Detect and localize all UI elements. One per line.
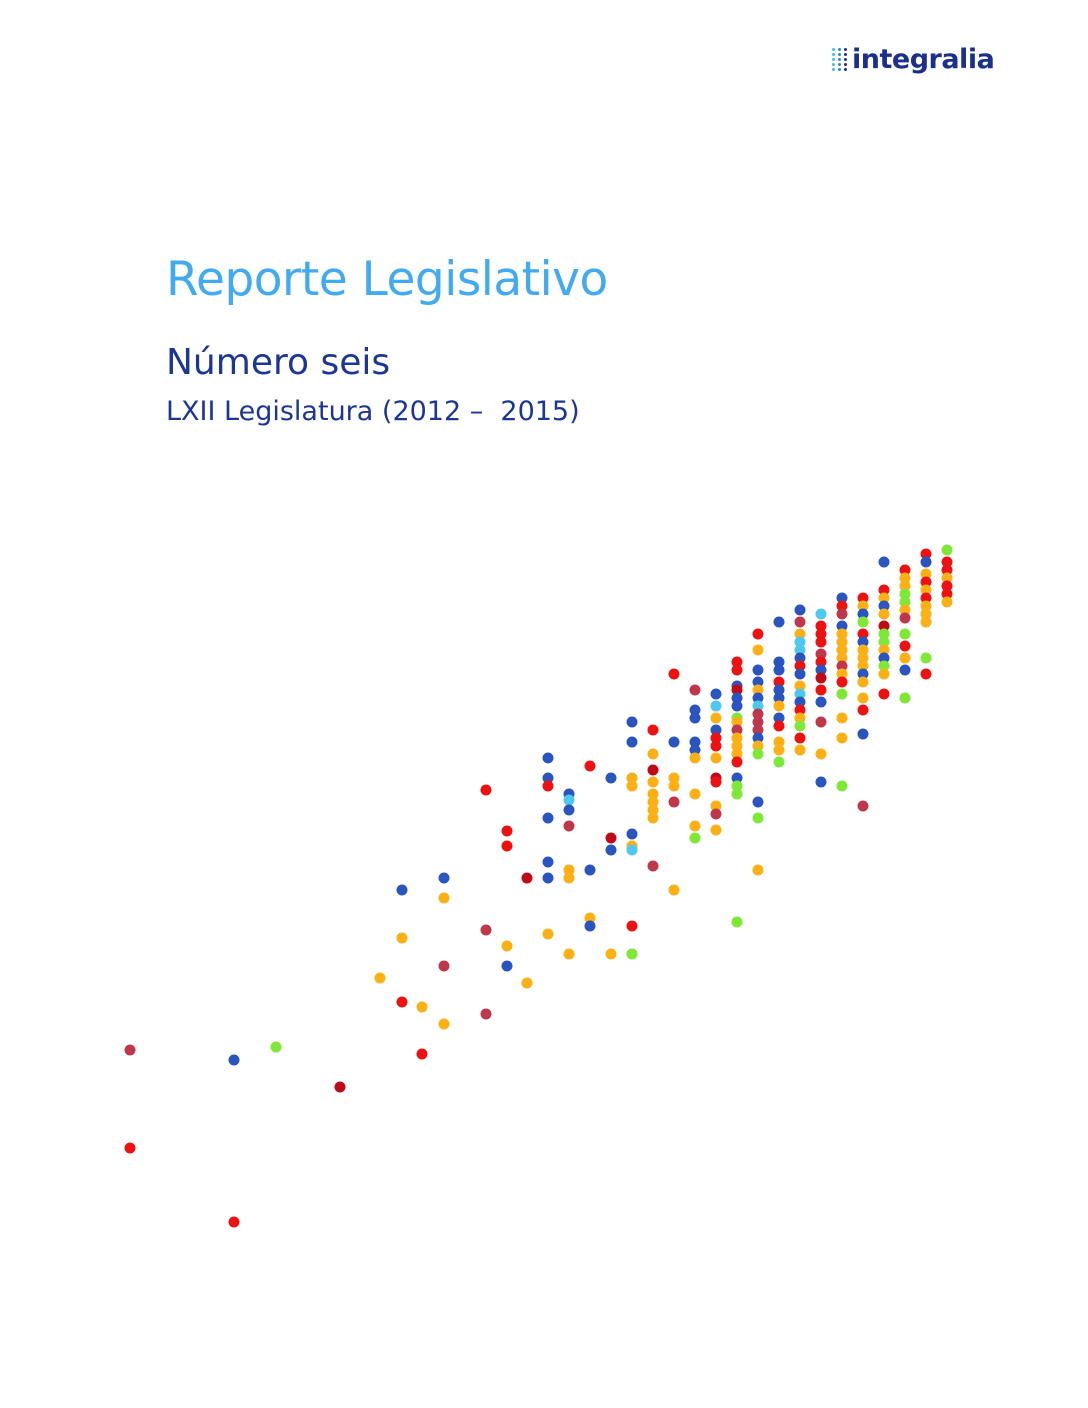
decorative-dot: [690, 713, 701, 724]
decorative-dot: [858, 729, 869, 740]
decorative-dot: [858, 801, 869, 812]
decorative-dot: [858, 705, 869, 716]
decorative-dot: [125, 1045, 136, 1056]
decorative-dot: [942, 545, 953, 556]
decorative-dot: [375, 973, 386, 984]
decorative-dot: [585, 921, 596, 932]
decorative-dot: [543, 813, 554, 824]
decorative-dot: [564, 795, 575, 806]
decorative-dot: [858, 677, 869, 688]
decorative-dot: [271, 1042, 282, 1053]
decorative-dot: [816, 697, 827, 708]
decorative-dot: [543, 873, 554, 884]
decorative-dot: [397, 997, 408, 1008]
decorative-dot: [439, 1019, 450, 1030]
decorative-dot: [837, 609, 848, 620]
decorative-dot: [417, 1002, 428, 1013]
decorative-dot: [543, 857, 554, 868]
decorative-dot: [669, 737, 680, 748]
decorative-dot: [564, 949, 575, 960]
decorative-dot: [921, 617, 932, 628]
decorative-dot: [753, 797, 764, 808]
decorative-dot: [732, 701, 743, 712]
decorative-dot: [564, 821, 575, 832]
decorative-dot: [837, 689, 848, 700]
decorative-dot: [900, 613, 911, 624]
decorative-dot: [439, 961, 450, 972]
decorative-dot: [690, 685, 701, 696]
decorative-dot: [711, 825, 722, 836]
decorative-dot: [543, 929, 554, 940]
decorative-dot: [900, 693, 911, 704]
decorative-dot: [481, 1009, 492, 1020]
decorative-dot: [690, 789, 701, 800]
decorative-dot: [711, 753, 722, 764]
decorative-dot: [229, 1055, 240, 1066]
decorative-dot: [648, 777, 659, 788]
decorative-dot: [585, 865, 596, 876]
decorative-dot: [564, 873, 575, 884]
decorative-dot: [669, 797, 680, 808]
decorative-dot: [774, 745, 785, 756]
decorative-dot: [606, 833, 617, 844]
decorative-dot: [879, 557, 890, 568]
decorative-dot: [585, 761, 596, 772]
decorative-dot: [669, 669, 680, 680]
decorative-dot: [669, 885, 680, 896]
decorative-dot: [522, 978, 533, 989]
decorative-dot: [481, 785, 492, 796]
decorative-dot: [627, 829, 638, 840]
decorative-dot: [502, 841, 513, 852]
decorative-dot: [837, 713, 848, 724]
decorative-dot: [481, 925, 492, 936]
decorative-dot: [879, 609, 890, 620]
decorative-dot: [900, 629, 911, 640]
decorative-dot: [774, 721, 785, 732]
decorative-dot: [837, 781, 848, 792]
decorative-dot: [397, 933, 408, 944]
decorative-dot: [795, 733, 806, 744]
decorative-dot: [732, 665, 743, 676]
decorative-dot: [522, 873, 533, 884]
decorative-dot: [648, 725, 659, 736]
decorative-dot: [816, 637, 827, 648]
decorative-dot: [229, 1217, 240, 1228]
decorative-dot: [397, 885, 408, 896]
decorative-dot: [439, 893, 450, 904]
decorative-dot: [648, 765, 659, 776]
decorative-dot: [816, 777, 827, 788]
decorative-dot: [627, 717, 638, 728]
decorative-dot: [774, 665, 785, 676]
decorative-dot: [795, 721, 806, 732]
decorative-dot: [648, 813, 659, 824]
decorative-dot: [753, 749, 764, 760]
logo-text: integralia: [852, 44, 995, 75]
decorative-dot: [335, 1082, 346, 1093]
decorative-dot: [753, 813, 764, 824]
decorative-dot: [858, 693, 869, 704]
decorative-dot: [732, 757, 743, 768]
decorative-dot: [921, 669, 932, 680]
decorative-dot: [795, 669, 806, 680]
decorative-dot: [606, 949, 617, 960]
report-issue-number: Número seis: [166, 342, 391, 383]
decorative-dot: [502, 826, 513, 837]
decorative-dot: [732, 917, 743, 928]
decorative-dot: [816, 749, 827, 760]
decorative-dot: [502, 941, 513, 952]
decorative-dot: [502, 961, 513, 972]
decorative-dot: [921, 653, 932, 664]
decorative-dot: [711, 689, 722, 700]
legislature-period: LXII Legislatura (2012 – 2015): [166, 396, 580, 427]
decorative-dot: [732, 789, 743, 800]
decorative-dot: [837, 733, 848, 744]
decorative-dot: [711, 777, 722, 788]
decorative-dot: [879, 669, 890, 680]
decorative-dot: [753, 645, 764, 656]
decorative-dot: [900, 653, 911, 664]
decorative-dot: [648, 861, 659, 872]
decorative-dot: [753, 629, 764, 640]
decorative-dot: [690, 821, 701, 832]
decorative-dot: [900, 641, 911, 652]
decorative-dot: [774, 757, 785, 768]
decorative-dot: [921, 557, 932, 568]
decorative-dot: [753, 665, 764, 676]
decorative-dot: [606, 773, 617, 784]
decorative-dot: [711, 701, 722, 712]
decorative-dot: [648, 749, 659, 760]
decorative-dot: [627, 737, 638, 748]
decorative-dot: [795, 605, 806, 616]
decorative-dot: [711, 741, 722, 752]
decorative-dot: [627, 781, 638, 792]
decorative-dot: [837, 677, 848, 688]
decorative-dot: [879, 689, 890, 700]
decorative-dot: [774, 617, 785, 628]
decorative-dot: [816, 609, 827, 620]
decorative-dot: [690, 753, 701, 764]
report-title: Reporte Legislativo: [166, 252, 608, 307]
decorative-dot: [543, 781, 554, 792]
decorative-dot: [439, 873, 450, 884]
decorative-dot: [669, 781, 680, 792]
decorative-dot: [711, 809, 722, 820]
decorative-dot: [417, 1049, 428, 1060]
decorative-dot: [125, 1143, 136, 1154]
decorative-dot: [774, 701, 785, 712]
decorative-dot: [816, 717, 827, 728]
decorative-dot: [900, 665, 911, 676]
decorative-dot: [795, 617, 806, 628]
decorative-dot: [564, 805, 575, 816]
decorative-dot: [606, 845, 617, 856]
decorative-dot: [753, 865, 764, 876]
decorative-dot: [816, 673, 827, 684]
decorative-dot: [690, 833, 701, 844]
decorative-dot: [711, 713, 722, 724]
decorative-dot: [795, 745, 806, 756]
decorative-dot: [627, 949, 638, 960]
decorative-dot: [816, 685, 827, 696]
decorative-dot: [858, 617, 869, 628]
decorative-dot: [627, 845, 638, 856]
decorative-dot: [543, 753, 554, 764]
decorative-dot: [942, 597, 953, 608]
decorative-dot: [627, 921, 638, 932]
